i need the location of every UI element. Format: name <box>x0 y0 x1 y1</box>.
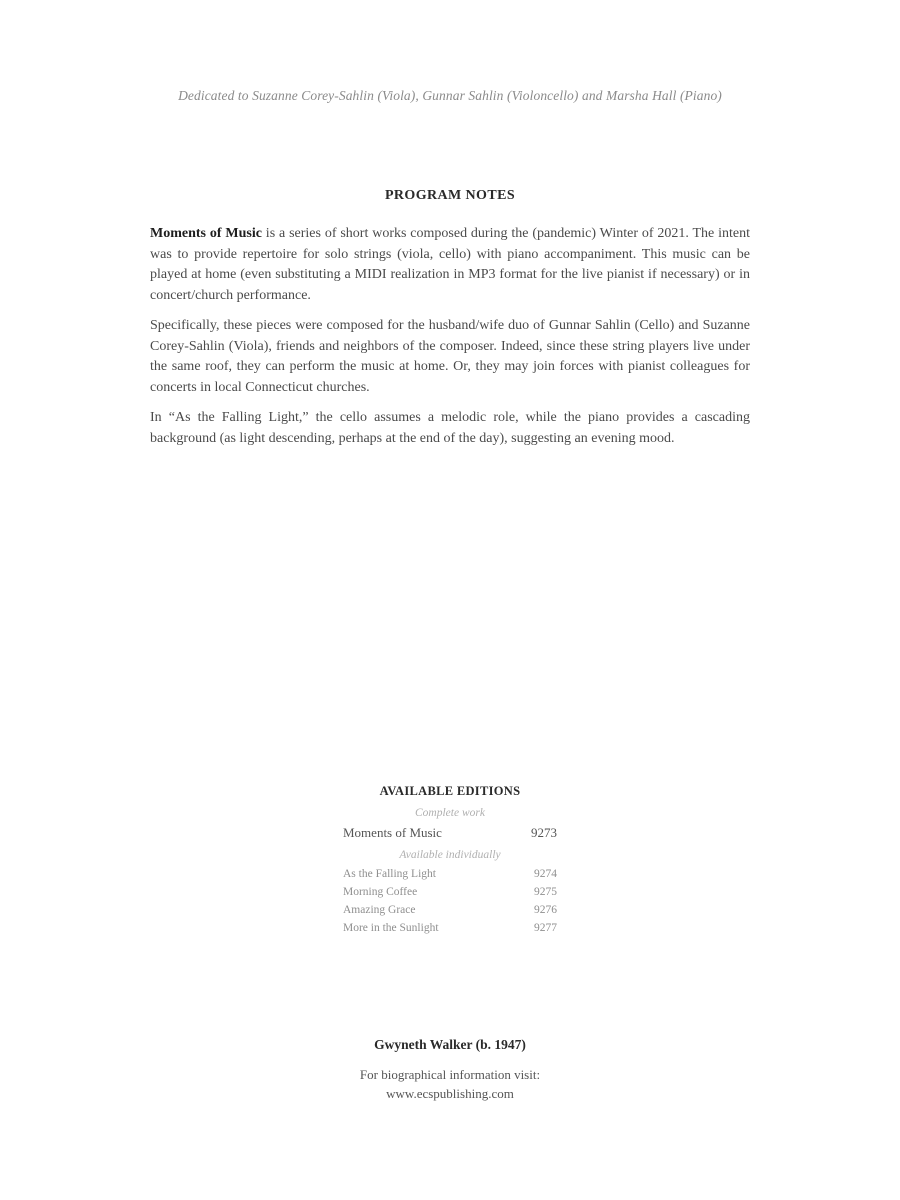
edition-number: 9273 <box>531 825 557 840</box>
work-title: Moments of Music <box>150 226 262 241</box>
notes-paragraph-2: Specifically, these pieces were composed for the husband/wife duo of Gunnar Sahlin (Cello) and Suzanne Corey-Sahlin (Viola), friends and neighbors of the composer. Indeed, since these string players live under the same roof, they can perform the music at home. Or, they may join forces with pianist colleagues for concerts in local Connecticut churches. <box>150 318 750 395</box>
publisher-website[interactable]: www.ecspublishing.com <box>386 1086 514 1101</box>
editions-title: AVAILABLE EDITIONS <box>379 784 521 798</box>
program-notes-title: PROGRAM NOTES <box>384 188 516 203</box>
edition-name: As the Falling Light <box>343 868 436 880</box>
edition-name: More in the Sunlight <box>343 922 439 934</box>
edition-row <box>343 883 557 901</box>
composer-name: Gwyneth Walker (b. 1947) <box>374 1037 526 1052</box>
edition-row <box>343 865 557 883</box>
complete-work-heading: Complete work <box>415 807 485 819</box>
edition-row-complete <box>343 823 557 843</box>
dedication: Dedicated to Suzanne Corey-Sahlin (Viola), Gunnar Sahlin (Violoncello) and Marsha Hall (Piano) <box>178 88 722 103</box>
program-notes-body <box>150 224 750 459</box>
individual-heading: Available individually <box>399 849 501 861</box>
edition-row <box>343 919 557 937</box>
available-editions <box>0 784 900 937</box>
notes-paragraph-3: In “As the Falling Light,” the cello assumes a melodic role, while the piano provides a cascading background (as light descending, perhaps at the end of the day), suggesting an evening mood. <box>150 410 750 446</box>
edition-name: Morning Coffee <box>343 886 418 898</box>
edition-number: 9277 <box>534 922 557 934</box>
edition-name: Amazing Grace <box>343 904 416 916</box>
edition-name: Moments of Music <box>343 825 442 840</box>
edition-number: 9275 <box>534 886 557 898</box>
edition-number: 9276 <box>534 904 557 916</box>
edition-number: 9274 <box>534 868 557 880</box>
editions-list <box>343 807 557 937</box>
bio-info-line: For biographical information visit: <box>359 1067 541 1082</box>
composer-info <box>0 1037 900 1103</box>
notes-paragraph-1 <box>150 224 750 306</box>
edition-row <box>343 901 557 919</box>
notes-paragraph-1-text: is a series of short works composed during the (pandemic) Winter of 2021. The intent was to provide repertoire for solo strings (viola, cello) with piano accompaniment. This music can be played at home (even substituting a MIDI realization in MP3 format for the live pianist if necessary) or in concert/church performance. <box>150 226 751 303</box>
